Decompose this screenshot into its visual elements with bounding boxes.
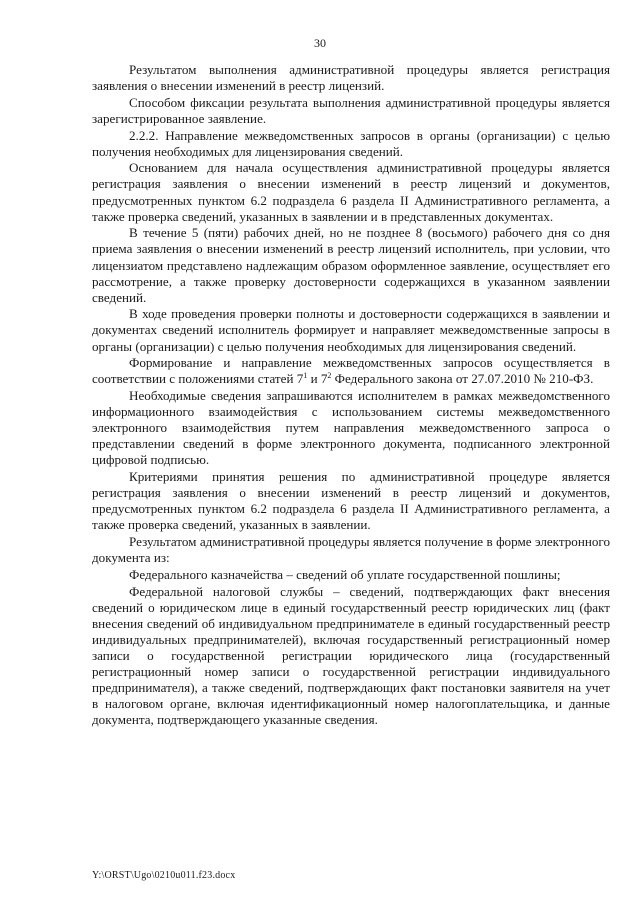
paragraph-text: Федерального закона от 27.07.2010 № 210-ФЗ. (331, 371, 594, 387)
paragraph-text: и 7 (307, 371, 328, 387)
paragraph: Способом фиксации результата выполнения административной процедуры является зарегистрированное заявление. (92, 94, 610, 126)
paragraph: В течение 5 (пяти) рабочих дней, но не позднее 8 (восьмого) рабочего дня со дня приема заявления о внесении изменений в реестр лицензий исполнитель, при условии, что лицензиатом представлено надлежащим образом оформленное заявление, осуществляет его рассмотрение, а также проверку достоверности содержащихся в указанном заявлении сведений. (92, 225, 610, 305)
list-item-treasury: Федерального казначейства – сведений об уплате государственной пошлины; (129, 566, 561, 582)
paragraph: Результатом административной процедуры является получение в форме электронного документа из: (92, 534, 610, 566)
paragraph-text: Формирование и направление межведомственных запросов осуществляется в соответствии с положениями статей 7 (92, 355, 610, 387)
list-item-tax-service: Федеральной налоговой службы – сведений, подтверждающих факт внесения сведений о юридическом лице в единый государственный реестр юридических лиц (факт внесения сведений об индивидуальном предпринимателе в единый государственный реестр индивидуальных предпринимателей), включая государственный регистрационный номер записи о государственной регистрации юридического лица (государственный регистрационный номер записи о государственной регистрации индивидуального предпринимателя), а также сведений, подтверждающих факт постановки заявителя на учет в налоговом органе, включая идентификационный номер налогоплательщика, и данные документа, подтверждающего указанные сведения. (92, 583, 610, 728)
superscript: 1 (303, 371, 308, 381)
footer-file-path: Y:\ORST\Ugo\0210u011.f23.docx (92, 870, 236, 881)
paragraph-law-reference (92, 355, 610, 387)
paragraph: Результатом выполнения административной процедуры является регистрация заявления о внесении изменений в реестр лицензий. (92, 62, 610, 94)
paragraph: Критериями принятия решения по административной процедуре является регистрация заявления о внесении изменений в реестр лицензий и документов, предусмотренных пунктом 6.2 подраздела 6 раздела II Административного регламента, а также проверка сведений, указанных в заявлении. (92, 469, 610, 533)
paragraph: Основанием для начала осуществления административной процедуры является регистрация заявления о внесении изменений в реестр лицензий и документов, предусмотренных пунктом 6.2 подраздела 6 раздела II Административного регламента, а также проверка сведений, указанных в заявлении и в представленных документах. (92, 160, 610, 224)
section-heading-2-2-2: 2.2.2. Направление межведомственных запросов в органы (организации) с целью получения необходимых для лицензирования сведений. (92, 127, 610, 159)
document-body (92, 62, 610, 729)
page-number: 30 (314, 36, 326, 50)
superscript: 2 (327, 371, 332, 381)
paragraph: В ходе проведения проверки полноты и достоверности содержащихся в заявлении и документах сведений исполнитель формирует и направляет межведомственные запросы в органы (организации) с целью получения необходимых для лицензирования сведений. (92, 306, 610, 354)
paragraph: Необходимые сведения запрашиваются исполнителем в рамках межведомственного информационного взаимодействия с использованием системы межведомственного электронного взаимодействия путем направления межведомственного запроса о представлении сведений в форме электронного документа, подписанного электронной цифровой подписью. (92, 388, 610, 468)
